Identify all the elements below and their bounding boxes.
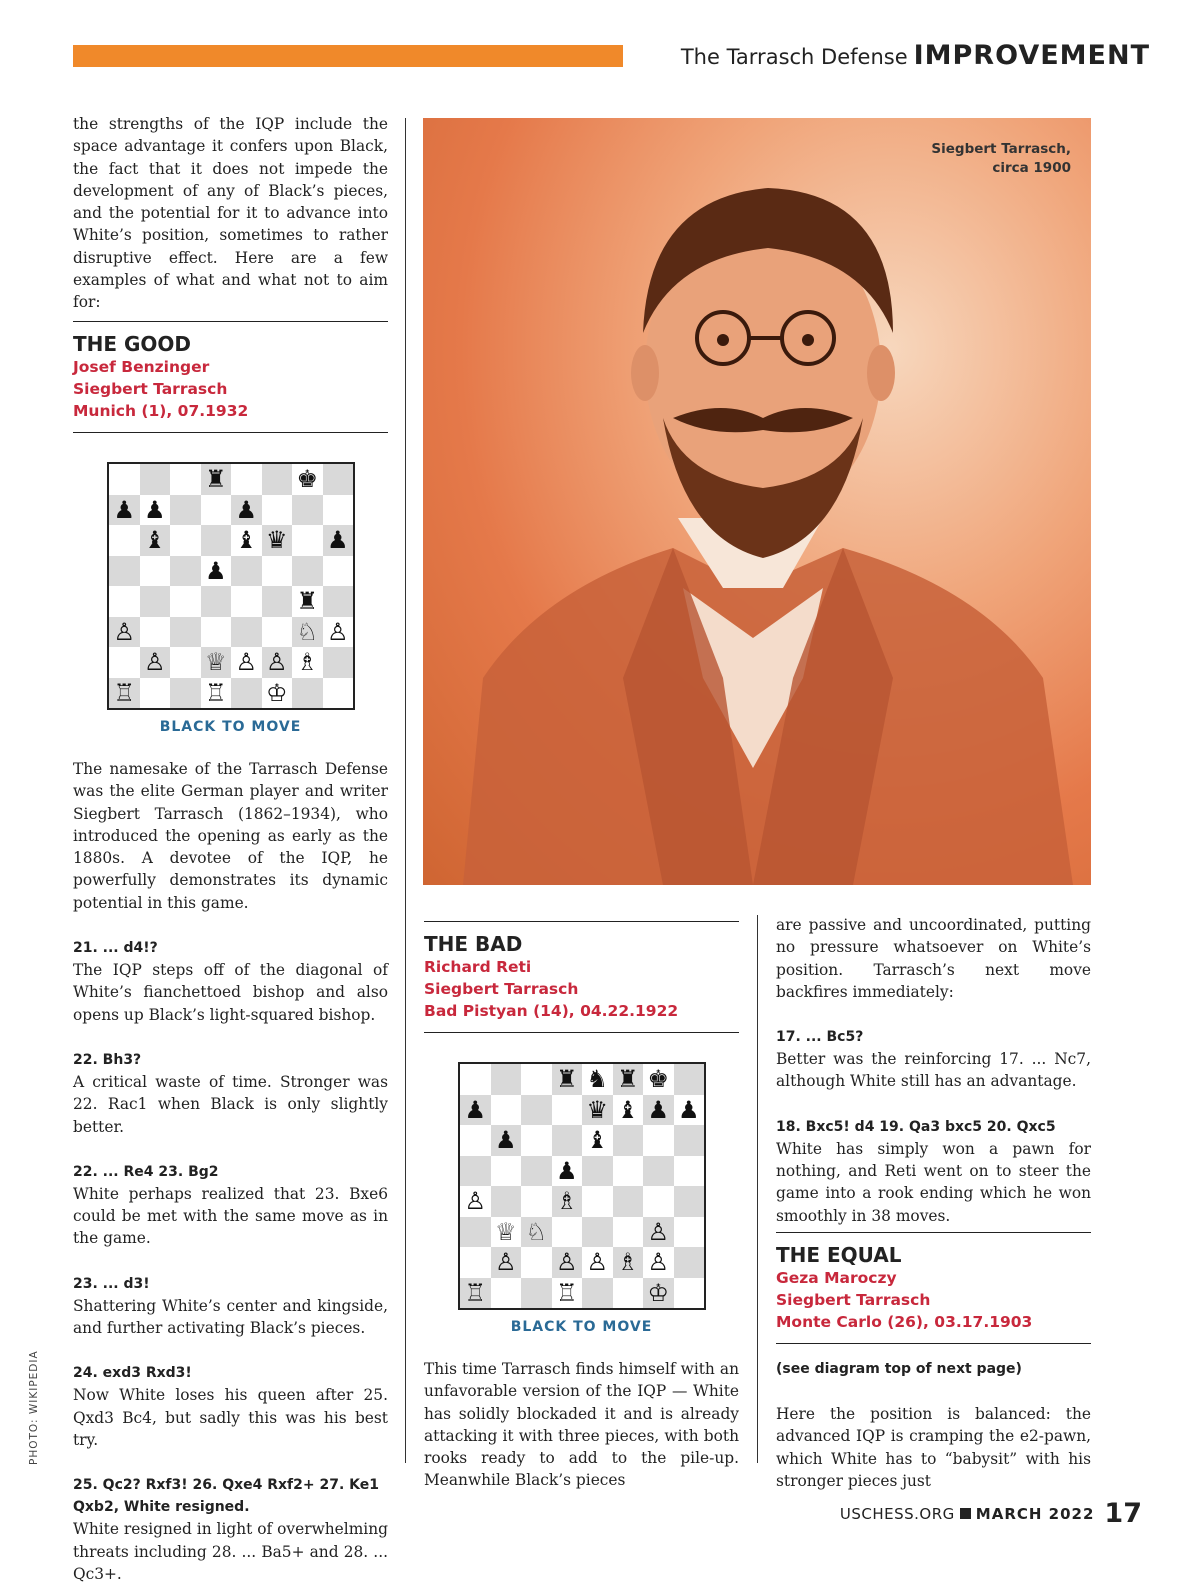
footer-site: USCHESS.ORG [839,1505,955,1523]
paragraph: Shattering White’s center and kingside, and further activating Black’s pieces. [73,1296,388,1338]
board-square [674,1156,705,1187]
paragraph: Better was the reinforcing 17. ... Nc7, although White still has an advantage. [776,1050,1091,1091]
board-square [460,1247,491,1278]
board-square [460,1064,491,1095]
board-square [170,586,201,617]
white-player: Richard Reti [424,958,532,976]
board-square [552,1125,583,1156]
white-pawn-icon: ♙ [143,648,166,677]
board-square [140,678,171,709]
board-square [674,1095,705,1126]
white-bishop-icon: ♗ [616,1248,639,1277]
board-square [292,525,323,556]
black-pawn-icon: ♟ [464,1095,486,1124]
board-square [170,556,201,587]
board-square [201,617,232,648]
board-square [521,1186,552,1217]
board-square [521,1156,552,1187]
board-square [323,586,354,617]
footer-issue: MARCH 2022 [975,1505,1095,1523]
board-square [552,1095,583,1126]
board-square [109,495,140,526]
paragraph: Here the position is balanced: the advanced IQP is cramping the e2-pawn, which White has to “babysit” with his stronger pieces just [776,1405,1091,1490]
board-square [140,586,171,617]
white-rook-icon: ♖ [464,1278,486,1307]
board-square [613,1217,644,1248]
board-square [201,464,232,495]
divider [424,1032,739,1033]
white-queen-icon: ♕ [494,1217,517,1246]
board-square [521,1064,552,1095]
board-square [491,1095,522,1126]
board-square [491,1217,522,1248]
board-square [109,617,140,648]
game-header-equal [776,1243,1091,1333]
board-square [323,647,354,678]
move-line: 23. ... d3! [73,1275,150,1292]
white-pawn-icon: ♙ [647,1248,669,1277]
paragraph: Now White loses his queen after 25. Qxd3 Bc4, but sadly this was his best try. [73,1386,388,1449]
board-square [262,678,293,709]
white-king-icon: ♔ [647,1278,669,1307]
paragraph: White resigned in light of overwhelming threats including 28. ... Ba5+ and 28. ... Qc3+. [73,1520,388,1583]
board-square [201,586,232,617]
board-square [231,556,262,587]
divider [424,921,739,922]
black-rook-icon: ♜ [555,1065,578,1094]
board-square [613,1186,644,1217]
board-square [140,495,171,526]
board-square [674,1064,705,1095]
board-square [170,464,201,495]
board-square [170,617,201,648]
board-square [231,678,262,709]
board-square [582,1156,613,1187]
black-pawn-icon: ♟ [235,495,257,524]
board-square [460,1186,491,1217]
board-square [460,1217,491,1248]
black-pawn-icon: ♟ [143,495,166,524]
board-square [262,464,293,495]
white-bishop-icon: ♗ [296,648,318,677]
white-pawn-icon: ♙ [326,617,349,646]
board-square [674,1186,705,1217]
board-square [582,1095,613,1126]
board-square [491,1125,522,1156]
intro-text: the strengths of the IQP include the space advantage it confers upon Black, the fact that it does not impede the development of any of Black’s pieces, and the potential for it to advance into White’s position, sometimes to rather disruptive effect. Here are a few examples of what and what not to aim for: [73,115,388,312]
move-line: 21. ... d4!? [73,940,158,957]
board-square [109,464,140,495]
white-pawn-icon: ♙ [647,1217,669,1246]
board-square [643,1217,674,1248]
board-square [521,1217,552,1248]
chess-diagram-bad [458,1062,706,1310]
board-square [460,1278,491,1309]
white-pawn-icon: ♙ [586,1248,608,1277]
chess-diagram-good [107,462,355,710]
white-bishop-icon: ♗ [555,1187,578,1216]
board-square [460,1156,491,1187]
column-divider [405,118,406,1463]
event: Munich (1), 07.1932 [73,402,249,420]
board-square [521,1278,552,1309]
board-square [262,525,293,556]
black-king-icon: ♚ [647,1065,669,1094]
board-square [613,1095,644,1126]
square-bullet-icon [960,1508,971,1519]
diagram-caption: BLACK TO MOVE [159,719,302,735]
board-square [262,586,293,617]
move-line: 24. exd3 Rxd3! [73,1365,192,1382]
board-square [323,525,354,556]
board-square [643,1156,674,1187]
column-left [73,113,388,314]
black-bishop-icon: ♝ [616,1095,639,1124]
board-square [109,678,140,709]
photo-caption-line: circa 1900 [992,160,1071,176]
board-square [292,617,323,648]
board-square [582,1186,613,1217]
board-square [292,678,323,709]
board-square [643,1278,674,1309]
board-square [292,586,323,617]
board-square [140,525,171,556]
white-rook-icon: ♖ [204,678,227,707]
board-square [201,525,232,556]
board-square [292,495,323,526]
page-number: 17 [1104,1498,1142,1529]
board-square [323,464,354,495]
board-square [552,1064,583,1095]
board-square [643,1064,674,1095]
game-header-bad [424,932,739,1022]
divider [73,432,388,433]
department-title: IMPROVEMENT [913,40,1150,71]
board-square [170,525,201,556]
board-square [231,617,262,648]
board-square [491,1064,522,1095]
board-square [109,647,140,678]
white-pawn-icon: ♙ [464,1187,486,1216]
board-square [521,1125,552,1156]
paragraph: The IQP steps off of the diagonal of White’s fianchettoed bishop and also opens up Black’s light-squared bishop. [73,961,388,1024]
board-square [292,464,323,495]
black-pawn-icon: ♟ [677,1095,700,1124]
board-square [491,1156,522,1187]
board-square [582,1278,613,1309]
photo-caption [931,140,1071,178]
board-square [674,1278,705,1309]
black-player: Siegbert Tarrasch [424,980,579,998]
white-player: Josef Benzinger [73,358,210,376]
white-pawn-icon: ♙ [265,648,288,677]
board-square [613,1278,644,1309]
white-knight-icon: ♘ [296,617,318,646]
column-divider [757,915,758,1463]
move-line: 22. ... Re4 23. Bg2 [73,1163,219,1180]
board-square [231,464,262,495]
board-square [140,617,171,648]
board-square [262,495,293,526]
divider [776,1343,1091,1344]
column-middle-body [424,1358,739,1492]
move-line: 18. Bxc5! d4 19. Qa3 bxc5 20. Qxc5 [776,1118,1056,1135]
black-king-icon: ♚ [296,465,318,494]
board-square [140,647,171,678]
white-pawn-icon: ♙ [235,648,257,677]
board-square [170,647,201,678]
diagram-note: (see diagram top of next page) [776,1361,1022,1377]
black-bishop-icon: ♝ [586,1126,608,1155]
board-square [613,1247,644,1278]
board-square [643,1095,674,1126]
running-header [681,40,1150,71]
header-accent-bar [73,45,623,67]
white-pawn-icon: ♙ [555,1248,578,1277]
board-square [674,1217,705,1248]
game-title: THE GOOD [73,332,192,356]
board-square [674,1247,705,1278]
black-bishop-icon: ♝ [235,526,257,555]
game-title: THE EQUAL [776,1243,902,1267]
board-square [323,678,354,709]
event: Bad Pistyan (14), 04.22.1922 [424,1002,679,1020]
black-pawn-icon: ♟ [494,1126,517,1155]
board-square [643,1186,674,1217]
black-pawn-icon: ♟ [113,495,135,524]
board-square [460,1095,491,1126]
board-square [201,556,232,587]
white-king-icon: ♔ [265,678,288,707]
black-queen-icon: ♛ [586,1095,608,1124]
board-square [552,1217,583,1248]
game-header-good [73,332,388,422]
black-queen-icon: ♛ [265,526,288,555]
page-footer [840,1498,1142,1529]
divider [73,321,388,322]
move-line: 22. Bh3? [73,1051,142,1068]
white-queen-icon: ♕ [204,648,227,677]
black-rook-icon: ♜ [296,587,318,616]
board-square [582,1125,613,1156]
board-square [262,617,293,648]
board-square [582,1217,613,1248]
board-square [201,647,232,678]
board-square [292,647,323,678]
board-square [231,495,262,526]
board-square [262,556,293,587]
board-square [643,1247,674,1278]
board-square [521,1095,552,1126]
board-square [460,1125,491,1156]
paragraph: White perhaps realized that 23. Bxe6 could be met with the same move as in the game. [73,1184,388,1248]
paragraph: A critical waste of time. Stronger was 22. Rac1 when Black is only slightly better. [73,1072,388,1136]
portrait-illustration [423,118,1091,885]
black-pawn-icon: ♟ [555,1156,578,1185]
board-square [262,647,293,678]
board-square [582,1247,613,1278]
diagram-caption: BLACK TO MOVE [510,1319,653,1335]
board-square [552,1186,583,1217]
black-knight-icon: ♞ [586,1065,608,1094]
photo-caption-line: Siegbert Tarrasch, [931,141,1071,157]
black-rook-icon: ♜ [616,1065,639,1094]
move-line: 25. Qc2? Rxf3! 26. Qxe4 Rxf2+ 27. Ke1 Qxb2, White resigned. [73,1477,379,1516]
black-player: Siegbert Tarrasch [776,1291,931,1309]
event: Monte Carlo (26), 03.17.1903 [776,1313,1033,1331]
board-square [643,1125,674,1156]
paragraph: This time Tarrasch finds himself with an unfavorable version of the IQP — White has solidly blockaded it and is already attacking it with three pieces, with both rooks ready to add to the pile-up. Meanwhile Black’s pieces [424,1360,739,1490]
photo-credit: PHOTO: WIKIPEDIA [28,1350,40,1465]
board-square [521,1247,552,1278]
board-square [109,525,140,556]
board-square [552,1156,583,1187]
black-bishop-icon: ♝ [143,526,166,555]
board-square [552,1278,583,1309]
board-square [613,1125,644,1156]
paragraph: The namesake of the Tarrasch Defense was the elite German player and writer Siegbert Tarrasch (1862–1934), who introduced the opening as early as the 1880s. A devotee of the IQP, he powerfully demonstrates its dynamic potential in this game. [73,760,388,912]
board-square [201,495,232,526]
board-square [613,1156,644,1187]
section-title: The Tarrasch Defense [680,45,908,69]
board-square [109,556,140,587]
board-square [491,1247,522,1278]
white-knight-icon: ♘ [525,1217,547,1246]
column-left-body [73,758,388,1585]
column-right-body [776,914,1091,1227]
board-square [491,1186,522,1217]
white-pawn-icon: ♙ [494,1248,517,1277]
board-square [674,1125,705,1156]
black-pawn-icon: ♟ [647,1095,669,1124]
white-player: Geza Maroczy [776,1269,897,1287]
board-square [323,556,354,587]
black-rook-icon: ♜ [204,465,227,494]
game-title: THE BAD [424,932,523,956]
paragraph: are passive and uncoordinated, putting no pressure whatsoever on White’s position. Tarrasch’s next move backfires immediately: [776,916,1091,1001]
board-square [231,525,262,556]
board-square [613,1064,644,1095]
paragraph: White has simply won a pawn for nothing, and Reti went on to steer the game into a rook ending which he won smoothly in 38 moves. [776,1139,1091,1225]
white-rook-icon: ♖ [555,1278,578,1307]
board-square [109,586,140,617]
black-player: Siegbert Tarrasch [73,380,228,398]
white-rook-icon: ♖ [113,678,135,707]
black-pawn-icon: ♟ [204,556,227,585]
board-square [582,1064,613,1095]
column-right-body-2 [776,1358,1091,1492]
board-square [231,586,262,617]
portrait-photo [423,118,1091,885]
board-square [491,1278,522,1309]
move-line: 17. ... Bc5? [776,1029,864,1046]
board-square [140,556,171,587]
white-pawn-icon: ♙ [113,617,135,646]
board-square [201,678,232,709]
board-square [170,495,201,526]
black-pawn-icon: ♟ [326,526,349,555]
board-square [231,647,262,678]
divider [776,1232,1091,1233]
board-square [552,1247,583,1278]
board-square [170,678,201,709]
board-square [323,495,354,526]
board-square [292,556,323,587]
board-square [323,617,354,648]
board-square [140,464,171,495]
